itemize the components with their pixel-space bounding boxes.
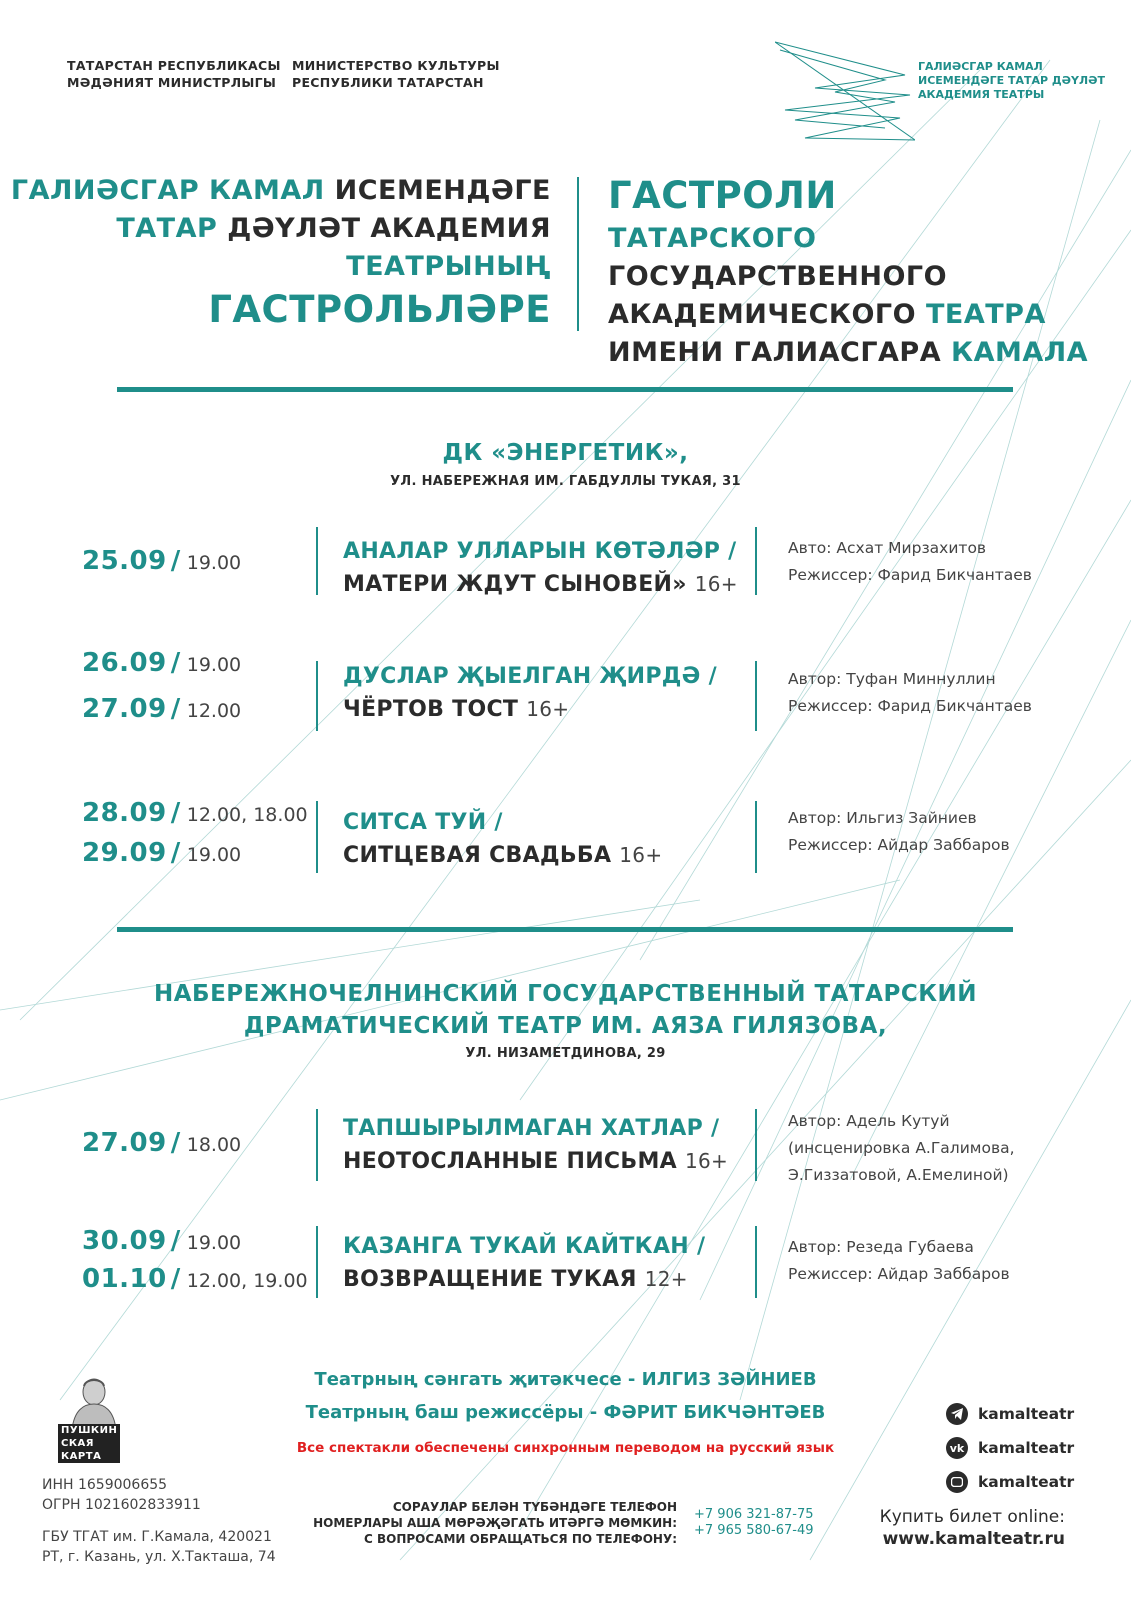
- show-date: 29.09 / 19.00: [82, 838, 242, 868]
- date-value: 01.10: [82, 1264, 167, 1294]
- buy-tickets: [880, 1506, 1065, 1550]
- venue2-name-line1: НАБЕРЕЖНОЧЕЛНИНСКИЙ ГОСУДАРСТВЕННЫЙ ТАТАРСКИЙ: [153, 981, 978, 1007]
- credit-line: (инсценировка А.Галимова,: [788, 1139, 1015, 1157]
- section-divider: [117, 927, 1013, 932]
- credit-line: Режиссер: Фарид Бикчантаев: [788, 697, 1032, 715]
- row-divider: [316, 1226, 318, 1298]
- play-title-tatar: ТАПШЫРЫЛМАГАН ХАТЛАР /: [343, 1116, 720, 1141]
- row-divider: [316, 1109, 318, 1181]
- translation-note: Все спектакли обеспечены синхронным переводом на русский язык: [296, 1440, 835, 1456]
- row-divider: [755, 1226, 757, 1298]
- date-value: 29.09: [82, 838, 167, 868]
- row-divider: [316, 801, 318, 873]
- social-handle: kamalteatr: [978, 1405, 1075, 1423]
- venue1-name: ДК «ЭНЕРГЕТИК»,: [442, 440, 689, 466]
- pushkin-card-line1: ПУШКИН: [58, 1424, 120, 1437]
- logo-text-line2: ИСЕМЕНДӘГЕ ТАТАР ДӘҮЛӘТ: [918, 74, 1105, 87]
- pushkin-card-logo: [58, 1424, 120, 1463]
- pushkin-card-line3: КАРТА: [58, 1450, 120, 1463]
- play-title-russian: ВОЗВРАЩЕНИЕ ТУКАЯ: [343, 1267, 637, 1292]
- buy-url-link[interactable]: www.kamalteatr.ru: [882, 1529, 1065, 1549]
- venue2-name-line2: ДРАМАТИЧЕСКИЙ ТЕАТР ИМ. АЯЗА ГИЛЯЗОВА,: [243, 1013, 888, 1039]
- org-line: ГБУ ТГАТ им. Г.Камала, 420021: [42, 1529, 272, 1545]
- venue2-name: [0, 978, 1131, 1042]
- phone-label: [313, 1499, 677, 1547]
- play-title-tatar: АНАЛАР УЛЛАРЫН КӨТӘЛӘР /: [343, 539, 737, 564]
- theatre-logo-text: [918, 60, 1105, 102]
- date-value: 27.09: [82, 694, 167, 724]
- credit-line: Режиссер: Айдар Заббаров: [788, 836, 1010, 854]
- vk-icon: vk: [946, 1437, 968, 1459]
- ministry-tatar: [67, 57, 281, 91]
- show-date: 01.10 / 12.00, 19.00: [82, 1264, 308, 1294]
- play-title: [343, 806, 662, 872]
- phone-numbers: [694, 1507, 814, 1539]
- title-tat-line1-dark: ИСЕМЕНДӘГЕ: [334, 175, 551, 206]
- show-date: 28.09 / 12.00, 18.00: [82, 798, 308, 828]
- play-credits: [788, 535, 1032, 589]
- social-handle: kamalteatr: [978, 1439, 1075, 1457]
- row-divider: [755, 1109, 757, 1181]
- credit-line: Автор: Адель Кутуй: [788, 1112, 950, 1130]
- title-ru-line2-accent: ТАТАРСКОГО: [608, 223, 817, 254]
- phone-label-line3: С ВОПРОСАМИ ОБРАЩАТЬСЯ ПО ТЕЛЕФОНУ:: [364, 1532, 677, 1546]
- row-divider: [316, 661, 318, 731]
- play-title-russian: СИТЦЕВАЯ СВАДЬБА: [343, 843, 612, 868]
- date-value: 25.09: [82, 546, 167, 576]
- play-credits: [788, 1234, 1010, 1288]
- credit-line: Автор: Туфан Миннуллин: [788, 670, 996, 688]
- show-date: 27.09 / 12.00: [82, 694, 242, 724]
- legal-spacer: [42, 1515, 276, 1527]
- show-time: 19.00: [186, 654, 242, 676]
- play-title-russian: НЕОТОСЛАННЫЕ ПИСЬМА: [343, 1149, 677, 1174]
- row-divider: [755, 801, 757, 873]
- credit-line: Авто: Асхат Мирзахитов: [788, 539, 987, 557]
- social-youtube[interactable]: [946, 1465, 1074, 1499]
- title-tat-line4: ГАСТРОЛЬЛӘРЕ: [208, 288, 551, 331]
- phone-label-line1: СОРАУЛАР БЕЛӘН ТҮБӘНДӘГЕ ТЕЛЕФОН: [392, 1500, 677, 1514]
- date-value: 30.09: [82, 1226, 167, 1256]
- play-title-russian: МАТЕРИ ЖДУТ СЫНОВЕЙ»: [343, 572, 687, 597]
- ministry-russian-line2: РЕСПУБЛИКИ ТАТАРСТАН: [292, 75, 484, 90]
- pushkin-portrait-icon: [64, 1374, 124, 1430]
- age-rating: 16+: [619, 843, 663, 867]
- inn-line: ИНН 1659006655: [42, 1477, 168, 1493]
- title-ru-line3-accent: ТЕАТРА: [925, 299, 1046, 330]
- title-ru-line4-accent: КАМАЛА: [951, 337, 1089, 368]
- pushkin-card-line2: СКАЯ: [58, 1437, 120, 1450]
- row-divider: [755, 527, 757, 595]
- play-title: [343, 1230, 705, 1296]
- chief-director-line: Театрның баш режиссёры - ФӘРИТ БИКЧӘНТӘЕВ: [305, 1402, 826, 1423]
- title-tatar: [11, 172, 551, 334]
- telegram-icon: [946, 1403, 968, 1425]
- show-time: 19.00: [186, 1232, 242, 1254]
- show-time: 12.00, 19.00: [186, 1270, 308, 1292]
- social-links: [946, 1397, 1074, 1499]
- age-rating: 12+: [644, 1267, 688, 1291]
- show-date: 30.09 / 19.00: [82, 1226, 242, 1256]
- ministry-russian-line1: МИНИСТЕРСТВО КУЛЬТУРЫ: [292, 58, 500, 73]
- date-value: 28.09: [82, 798, 167, 828]
- logo-text-line3: АКАДЕМИЯ ТЕАТРЫ: [918, 88, 1045, 101]
- age-rating: 16+: [526, 697, 570, 721]
- phone-number[interactable]: +7 906 321-87-75: [694, 1507, 814, 1522]
- social-handle: kamalteatr: [978, 1473, 1075, 1491]
- buy-label: Купить билет online:: [879, 1507, 1065, 1527]
- ogrn-line: ОГРН 1021602833911: [42, 1497, 201, 1513]
- show-time: 19.00: [186, 552, 242, 574]
- title-tat-line2-dark: ДӘҮЛӘТ АКАДЕМИЯ: [227, 213, 551, 244]
- play-credits: [788, 805, 1010, 859]
- age-rating: 16+: [694, 572, 738, 596]
- show-date: 26.09 / 19.00: [82, 648, 242, 678]
- ministry-tatar-line1: ТАТАРСТАН РЕСПУБЛИКАСЫ: [67, 58, 281, 73]
- social-vk[interactable]: [946, 1431, 1074, 1465]
- play-title-tatar: ДУСЛАР ҖЫЕЛГАН ҖИРДӘ /: [343, 664, 717, 689]
- venue1-address: УЛ. НАБЕРЕЖНАЯ ИМ. ГАБДУЛЛЫ ТУКАЯ, 31: [390, 474, 741, 489]
- play-title: [343, 660, 717, 726]
- play-title: [343, 535, 738, 601]
- date-value: 27.09: [82, 1128, 167, 1158]
- phone-number[interactable]: +7 965 580-67-49: [694, 1523, 814, 1538]
- credit-line: Автор: Резеда Губаева: [788, 1238, 974, 1256]
- art-director-line: Театрның сәнгать җитәкчесе - ИЛГИЗ ЗӘЙНИЕВ: [314, 1369, 817, 1390]
- phone-label-line2: НОМЕРЛАРЫ АША МӨРӘҖӘГАТЬ ИТӘРГӘ МӨМКИН:: [313, 1516, 677, 1530]
- show-time: 12.00, 18.00: [186, 804, 308, 826]
- show-date: 27.09 / 18.00: [82, 1128, 242, 1158]
- play-credits: [788, 1108, 1015, 1189]
- show-time: 12.00: [186, 700, 242, 722]
- play-credits: [788, 666, 1032, 720]
- venue2-address: УЛ. НИЗАМЕТДИНОВА, 29: [465, 1046, 666, 1061]
- theatre-logo-graphic: [775, 40, 915, 145]
- title-ru-line3-dark: АКАДЕМИЧЕСКОГО: [608, 299, 917, 330]
- youtube-icon: [946, 1471, 968, 1493]
- credit-line: Автор: Ильгиз Зайниев: [788, 809, 977, 827]
- credit-line: Режиссер: Айдар Заббаров: [788, 1265, 1010, 1283]
- title-ru-line4-dark: ИМЕНИ ГАЛИАСГАРА: [608, 337, 942, 368]
- row-divider: [316, 527, 318, 595]
- play-title-russian: ЧЁРТОВ ТОСТ: [343, 697, 519, 722]
- title-russian: [608, 172, 1131, 372]
- section-divider: [117, 387, 1013, 392]
- logo-text-line1: ГАЛИӘСГАР КАМАЛ: [918, 60, 1043, 73]
- title-tat-line3: ТЕАТРЫНЫҢ: [346, 251, 551, 282]
- ministry-russian: [292, 57, 500, 91]
- title-ru-line1: ГАСТРОЛИ: [608, 174, 837, 217]
- show-date: 25.09 / 19.00: [82, 546, 242, 576]
- credit-line: Режиссер: Фарид Бикчантаев: [788, 566, 1032, 584]
- play-title-tatar: СИТСА ТУЙ /: [343, 810, 503, 835]
- show-time: 19.00: [186, 844, 242, 866]
- row-divider: [755, 661, 757, 731]
- title-ru-line2-dark: ГОСУДАРСТВЕННОГО: [608, 261, 948, 292]
- title-tat-line1-accent: ГАЛИӘСГАР КАМАЛ: [10, 175, 325, 206]
- legal-info: [42, 1475, 276, 1567]
- title-tat-line2-accent: ТАТАР: [116, 213, 218, 244]
- age-rating: 16+: [684, 1149, 729, 1173]
- credit-line: Э.Гиззатовой, А.Емелиной): [788, 1166, 1009, 1184]
- date-value: 26.09: [82, 648, 167, 678]
- address-line: РТ, г. Казань, ул. Х.Такташа, 74: [42, 1549, 276, 1565]
- social-telegram[interactable]: [946, 1397, 1074, 1431]
- ministry-tatar-line2: МӘДӘНИЯТ МИНИСТРЛЫГЫ: [67, 75, 277, 90]
- play-title: [343, 1112, 728, 1178]
- show-time: 18.00: [186, 1134, 242, 1156]
- play-title-tatar: КАЗАНГА ТУКАЙ КАЙТКАН /: [343, 1234, 706, 1259]
- title-divider: [577, 177, 579, 331]
